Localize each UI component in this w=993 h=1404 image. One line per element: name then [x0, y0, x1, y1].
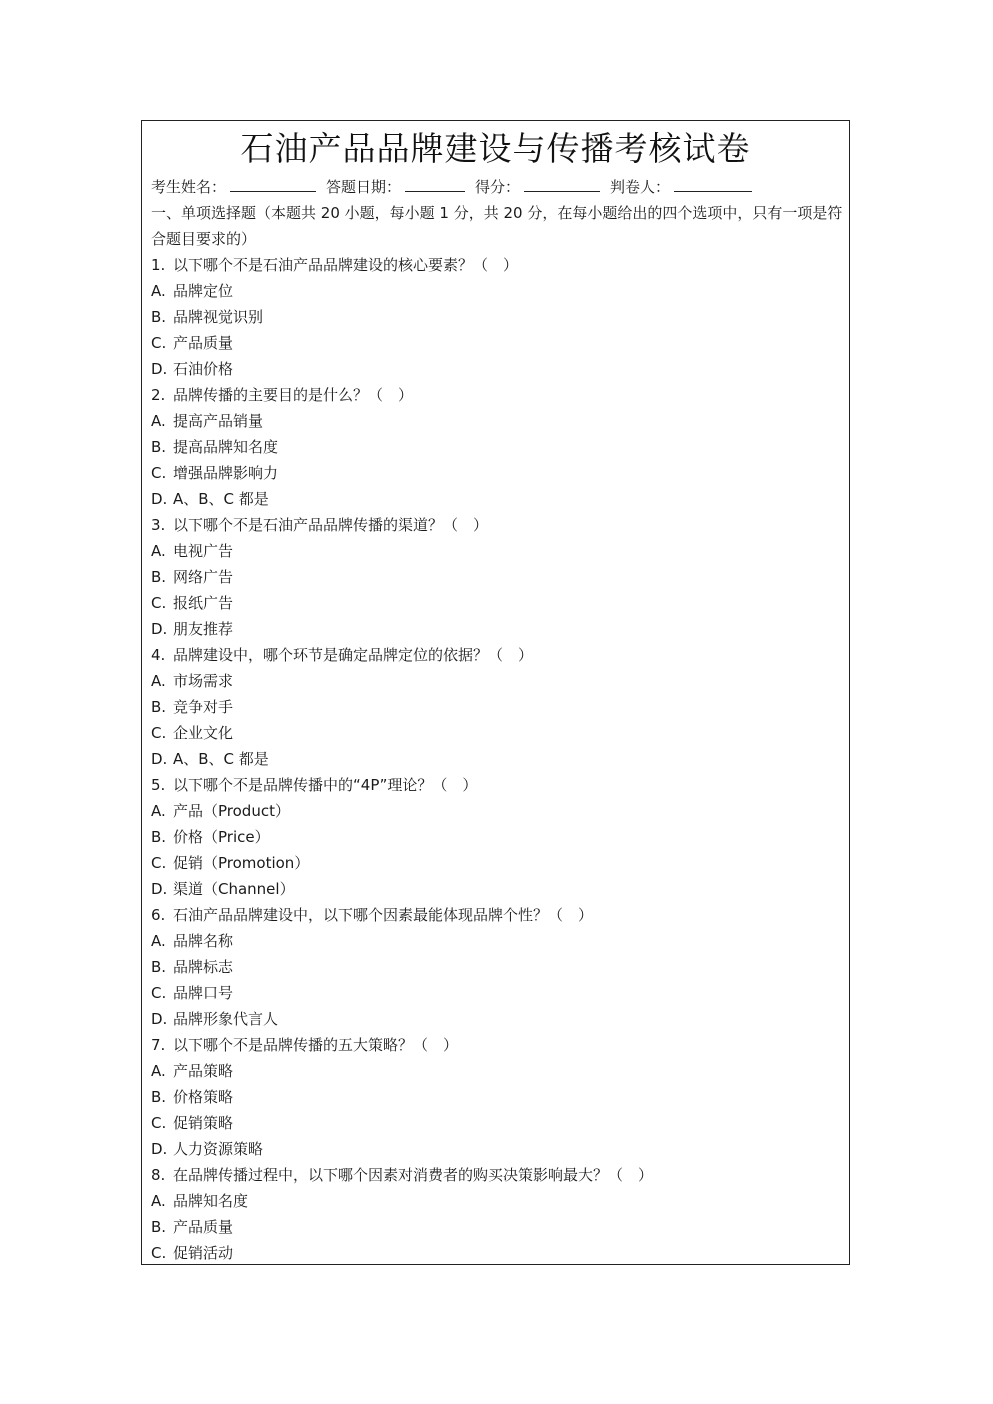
- option-label: C.: [151, 724, 167, 742]
- option-label: A.: [151, 542, 166, 560]
- option-2-3[interactable]: [151, 460, 843, 486]
- question-number: 8.: [151, 1166, 166, 1184]
- candidate-info-row: [151, 174, 843, 200]
- option-label: C.: [151, 1114, 167, 1132]
- question-list: [151, 252, 843, 1265]
- question-5: [151, 772, 843, 798]
- option-label: B.: [151, 308, 167, 326]
- option-text: 产品策略: [173, 1062, 234, 1080]
- option-6-2[interactable]: [151, 954, 843, 980]
- option-5-2[interactable]: [151, 824, 843, 850]
- option-text: 电视广告: [173, 542, 234, 560]
- option-3-4[interactable]: [151, 616, 843, 642]
- option-text: 增强品牌影响力: [173, 464, 279, 482]
- option-text: 促销策略: [173, 1114, 234, 1132]
- question-text: 在品牌传播过程中，以下哪个因素对消费者的购买决策影响最大？（ ）: [173, 1166, 654, 1184]
- option-text: 提高品牌知名度: [173, 438, 279, 456]
- question-text: 以下哪个不是石油产品品牌传播的渠道？（ ）: [173, 516, 489, 534]
- question-number: 2.: [151, 386, 166, 404]
- question-text: 以下哪个不是品牌传播中的“4P”理论？（ ）: [173, 776, 478, 794]
- option-5-4[interactable]: [151, 876, 843, 902]
- option-3-1[interactable]: [151, 538, 843, 564]
- option-text: 品牌口号: [173, 984, 234, 1002]
- grader-blank[interactable]: [674, 175, 752, 192]
- option-text: 产品质量: [173, 334, 234, 352]
- question-8: [151, 1162, 843, 1188]
- option-text: 渠道（Channel）: [173, 880, 295, 898]
- option-text: 促销活动: [173, 1244, 234, 1262]
- question-text: 以下哪个不是品牌传播的五大策略？（ ）: [173, 1036, 459, 1054]
- option-text: 市场需求: [173, 672, 234, 690]
- exam-title: 石油产品品牌建设与传播考核试卷: [240, 129, 751, 168]
- option-6-1[interactable]: [151, 928, 843, 954]
- option-4-4[interactable]: [151, 746, 843, 772]
- option-label: B.: [151, 828, 167, 846]
- question-text: 品牌传播的主要目的是什么？（ ）: [173, 386, 414, 404]
- option-text: 网络广告: [173, 568, 234, 586]
- option-label: A.: [151, 412, 166, 430]
- option-text: 品牌定位: [173, 282, 234, 300]
- question-number: 3.: [151, 516, 166, 534]
- option-text: 石油价格: [173, 360, 234, 378]
- option-text: 朋友推荐: [173, 620, 234, 638]
- question-text: 石油产品品牌建设中，以下哪个因素最能体现品牌个性？（ ）: [173, 906, 594, 924]
- option-label: D.: [151, 1140, 168, 1158]
- option-4-1[interactable]: [151, 668, 843, 694]
- option-8-1[interactable]: [151, 1188, 843, 1214]
- option-7-4[interactable]: [151, 1136, 843, 1162]
- name-blank[interactable]: [230, 175, 316, 192]
- option-text: 品牌知名度: [173, 1192, 249, 1210]
- name-label: 考生姓名：: [151, 178, 227, 196]
- question-1: [151, 252, 843, 278]
- option-1-1[interactable]: [151, 278, 843, 304]
- option-label: B.: [151, 1088, 167, 1106]
- option-1-2[interactable]: [151, 304, 843, 330]
- option-7-1[interactable]: [151, 1058, 843, 1084]
- date-label: 答题日期：: [326, 178, 402, 196]
- option-1-3[interactable]: [151, 330, 843, 356]
- option-7-3[interactable]: [151, 1110, 843, 1136]
- option-text: 产品（Product）: [173, 802, 290, 820]
- question-text: 以下哪个不是石油产品品牌建设的核心要素？（ ）: [173, 256, 519, 274]
- option-text: 价格策略: [173, 1088, 234, 1106]
- option-label: C.: [151, 1244, 167, 1262]
- option-label: D.: [151, 360, 168, 378]
- option-4-3[interactable]: [151, 720, 843, 746]
- exam-content: [142, 174, 849, 1265]
- option-text: 促销（Promotion）: [173, 854, 310, 872]
- option-text: 企业文化: [173, 724, 234, 742]
- option-text: 价格（Price）: [173, 828, 270, 846]
- option-label: A.: [151, 1192, 166, 1210]
- option-2-1[interactable]: [151, 408, 843, 434]
- option-7-2[interactable]: [151, 1084, 843, 1110]
- option-text: A、B、C 都是: [173, 750, 269, 768]
- option-5-1[interactable]: [151, 798, 843, 824]
- option-label: D.: [151, 880, 168, 898]
- question-number: 6.: [151, 906, 166, 924]
- option-label: B.: [151, 958, 167, 976]
- option-label: A.: [151, 932, 166, 950]
- option-label: D.: [151, 750, 168, 768]
- option-6-3[interactable]: [151, 980, 843, 1006]
- option-label: B.: [151, 568, 167, 586]
- question-2: [151, 382, 843, 408]
- option-8-3[interactable]: [151, 1240, 843, 1265]
- option-label: C.: [151, 334, 167, 352]
- question-7: [151, 1032, 843, 1058]
- question-3: [151, 512, 843, 538]
- option-label: A.: [151, 802, 166, 820]
- option-text: A、B、C 都是: [173, 490, 269, 508]
- option-label: B.: [151, 438, 167, 456]
- option-label: C.: [151, 594, 167, 612]
- option-5-3[interactable]: [151, 850, 843, 876]
- option-6-4[interactable]: [151, 1006, 843, 1032]
- option-label: A.: [151, 282, 166, 300]
- option-8-2[interactable]: [151, 1214, 843, 1240]
- option-text: 提高产品销量: [173, 412, 264, 430]
- question-text: 品牌建设中，哪个环节是确定品牌定位的依据？（ ）: [173, 646, 534, 664]
- option-label: D.: [151, 620, 168, 638]
- option-label: C.: [151, 464, 167, 482]
- option-3-3[interactable]: [151, 590, 843, 616]
- option-label: C.: [151, 984, 167, 1002]
- option-text: 人力资源策略: [173, 1140, 264, 1158]
- question-number: 5.: [151, 776, 166, 794]
- grader-label: 判卷人：: [610, 178, 671, 196]
- date-blank[interactable]: [405, 175, 465, 192]
- question-number: 7.: [151, 1036, 166, 1054]
- question-number: 1.: [151, 256, 166, 274]
- option-text: 品牌名称: [173, 932, 234, 950]
- option-label: A.: [151, 672, 166, 690]
- question-6: [151, 902, 843, 928]
- option-label: A.: [151, 1062, 166, 1080]
- option-1-4[interactable]: [151, 356, 843, 382]
- exam-paper: [141, 120, 850, 1265]
- option-text: 品牌视觉识别: [173, 308, 264, 326]
- question-4: [151, 642, 843, 668]
- option-label: B.: [151, 1218, 167, 1236]
- option-text: 品牌形象代言人: [173, 1010, 279, 1028]
- section-instruction: 一、单项选择题（本题共 20 小题，每小题 1 分，共 20 分，在每小题给出的四个选项中，只有一项是符合题目要求的）: [151, 204, 843, 248]
- option-3-2[interactable]: [151, 564, 843, 590]
- option-2-4[interactable]: [151, 486, 843, 512]
- option-2-2[interactable]: [151, 434, 843, 460]
- option-label: D.: [151, 490, 168, 508]
- option-text: 竞争对手: [173, 698, 234, 716]
- option-text: 产品质量: [173, 1218, 234, 1236]
- option-text: 报纸广告: [173, 594, 234, 612]
- score-blank[interactable]: [524, 175, 600, 192]
- option-label: D.: [151, 1010, 168, 1028]
- option-text: 品牌标志: [173, 958, 234, 976]
- score-label: 得分：: [475, 178, 521, 196]
- option-4-2[interactable]: [151, 694, 843, 720]
- option-label: B.: [151, 698, 167, 716]
- option-label: C.: [151, 854, 167, 872]
- question-number: 4.: [151, 646, 166, 664]
